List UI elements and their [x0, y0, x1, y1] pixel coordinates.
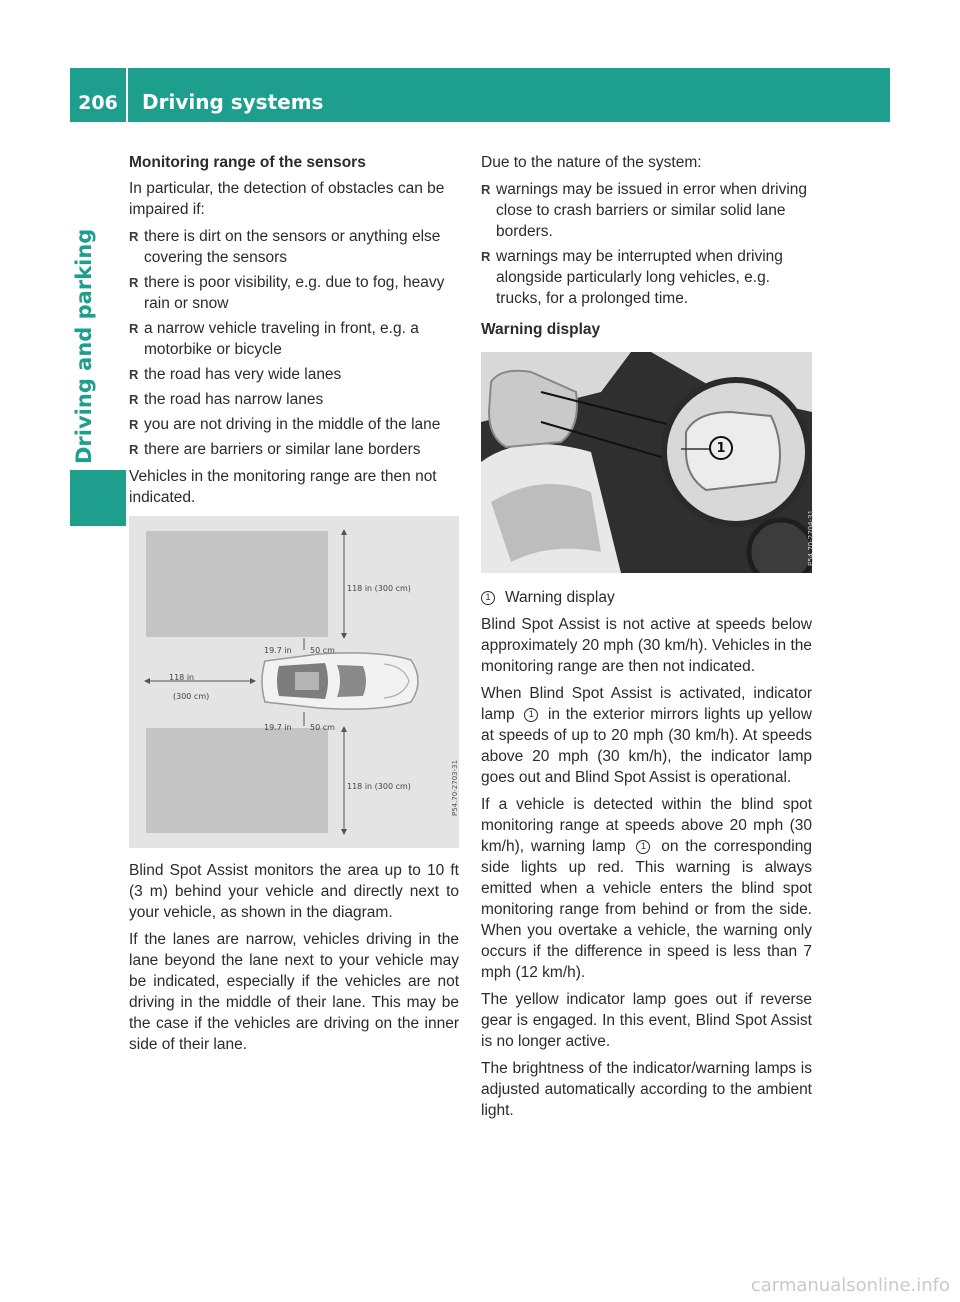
left-after-list: Vehicles in the monitoring range are then not indicated. [129, 468, 437, 506]
top-range-label: 118 in (300 cm) [347, 584, 411, 593]
top-gap-in-label: 19.7 in [264, 646, 292, 655]
side-tab-marker [70, 470, 126, 526]
photo-code: P54.70-2704-31 [807, 509, 815, 566]
rear-in-label: 118 in [169, 673, 195, 682]
list-item: R there is poor visibility, e.g. due to fog, heavy rain or snow [129, 272, 459, 314]
callout-number: 1 [636, 840, 650, 854]
car-top-view [262, 653, 418, 709]
mirror-photo-svg [481, 352, 812, 573]
side-tab-label: Driving and parking [72, 228, 96, 464]
figure-caption-text: Warning display [505, 589, 615, 606]
header-divider [126, 68, 128, 122]
left-column [129, 152, 459, 1061]
section-title: Driving systems [142, 90, 324, 114]
mirror-photo [481, 352, 815, 573]
system-nature-list [481, 179, 812, 309]
warning-display-heading: Warning display [481, 321, 601, 338]
figure-caption [481, 587, 812, 608]
right-para-2-part-b: in the exterior mirrors lights up yellow at speeds of up to 20 mph (30 km/h). At speeds above 20 mph (30 km/h), the indicator lamp goes out and Blind Spot Assist is operational. [481, 706, 812, 786]
left-intro: In particular, the detection of obstacles can be impaired if: [129, 180, 445, 218]
callout-number: 1 [481, 591, 495, 605]
list-item: R warnings may be issued in error when driving close to crash barriers or similar solid lane borders. [481, 179, 812, 242]
top-monitoring-zone [146, 531, 328, 637]
bottom-range-label: 118 in (300 cm) [347, 782, 411, 791]
right-para-5: The brightness of the indicator/warning lamps is adjusted automatically according to the ambient light. [481, 1060, 812, 1119]
list-item: R there are barriers or similar lane borders [129, 439, 459, 460]
callout-number: 1 [524, 708, 538, 722]
left-para-1: Blind Spot Assist monitors the area up to 10 ft (3 m) behind your vehicle and directly next to your vehicle, as shown in the diagram. [129, 862, 459, 921]
right-para-3-part-b: on the corresponding side lights up red. This warning is always emitted when a vehicle enters the blind spot monitoring range from behind or from the side. When you overtake a vehicle, the warning only occurs if the difference in speed is less than 7 mph (12 km/h). [481, 838, 812, 981]
list-item: R a narrow vehicle traveling in front, e.g. a motorbike or bicycle [129, 318, 459, 360]
right-para-2-part-a: When Blind Spot Assist is activated, indicator lamp [481, 685, 812, 723]
list-item: R there is dirt on the sensors or anything else covering the sensors [129, 226, 459, 268]
diagram-code: P54.70-2703-31 [451, 759, 459, 816]
right-intro: Due to the nature of the system: [481, 154, 702, 171]
rear-cm-label: (300 cm) [173, 692, 210, 701]
list-item: R the road has very wide lanes [129, 364, 459, 385]
monitoring-range-heading: Monitoring range of the sensors [129, 154, 366, 171]
photo-callout-badge: 1 [709, 436, 733, 460]
top-gap-cm-label: 50 cm [310, 646, 335, 655]
right-para-1: Blind Spot Assist is not active at speeds below approximately 20 mph (30 km/h). Vehicles in the monitoring range are then not indicated. [481, 616, 812, 675]
footer-watermark[interactable]: carmanualsonline.info [750, 1275, 950, 1296]
right-para-2 [481, 683, 812, 788]
impairment-list [129, 226, 459, 460]
bottom-gap-in-label: 19.7 in [264, 723, 292, 732]
right-para-3-part-a: If a vehicle is detected within the blind spot monitoring range at speeds above 20 mph (30 km/h), warning lamp [481, 796, 812, 855]
page-number: 206 [78, 92, 118, 114]
bottom-monitoring-zone [146, 728, 328, 833]
list-item: R the road has narrow lanes [129, 389, 459, 410]
list-item: R warnings may be interrupted when driving alongside particularly long vehicles, e.g. trucks, for a prolonged time. [481, 246, 812, 309]
monitoring-range-diagram [129, 516, 459, 848]
right-para-4: The yellow indicator lamp goes out if reverse gear is engaged. In this event, Blind Spot Assist is no longer active. [481, 991, 812, 1050]
left-para-2: If the lanes are narrow, vehicles driving in the lane beyond the lane next to your vehicle may be indicated, especially if the vehicles are not driving in the middle of their lane. This may be the case if the vehicles are driving on the inner side of their lane. [129, 931, 459, 1053]
right-column [481, 152, 815, 1127]
list-item: R you are not driving in the middle of the lane [129, 414, 459, 435]
right-para-3 [481, 794, 812, 983]
bottom-gap-cm-label: 50 cm [310, 723, 335, 732]
